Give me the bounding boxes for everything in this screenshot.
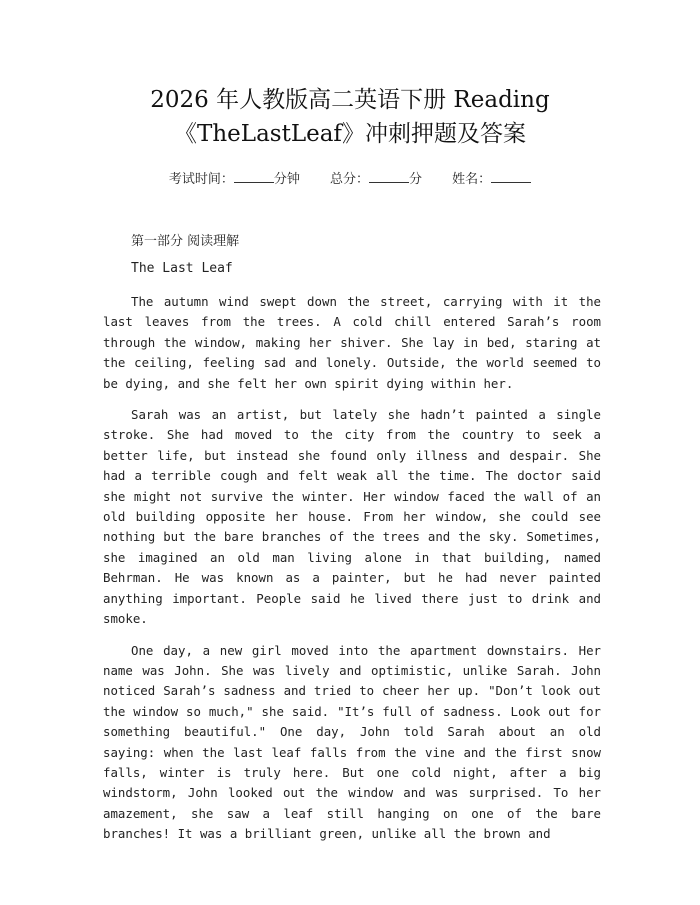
exam-time-label: 考试时间： [168,172,234,187]
story-title: The Last Leaf [131,261,233,276]
passage-paragraph-2: Sarah was an artist, but lately she hadn’t painted a single stroke. She had moved to the city from the country to seek a better life, but instead she found only illness and despair. She had a terrible cough and felt weak all the time. The doctor said she might not survive the winter. Her window faced the wall of an old building opposite her house. From her window, she could see nothing but the bare branches of the trees and the sky. Sometimes, she imagined an old man living alone in that building, named Behrman. He was known as a painter, but he had never painted anything important. People said he lived there just to drink and smoke. [103,407,601,627]
section-heading: 第一部分 阅读理解 [131,234,240,249]
passage-paragraph-1: The autumn wind swept down the street, carrying with it the last leaves from the trees. A cold chill entered Sarah’s room through the window, making her shiver. She lay in bed, staring at the ceiling, feeling sad and lonely. Outside, the world seemed to be dying, and she felt her own spirit dying within her. [103,294,601,391]
total-score-label: 总分： [329,172,369,187]
exam-time-field [169,168,300,187]
exam-time-blank [234,170,274,183]
student-name-label: 姓名： [452,172,492,187]
passage-body [103,292,601,856]
student-name-field [452,168,531,187]
document-title-line-2: 《TheLastLeaf》冲刺押题及答案 [174,121,526,147]
document-title-line-1: 2026 年人教版高二英语下册 Reading [150,87,550,113]
student-name-blank [491,170,531,183]
total-score-blank [369,170,409,183]
exam-info-bar [0,168,700,187]
passage-paragraph-3: One day, a new girl moved into the apartment downstairs. Her name was John. She was lively and optimistic, unlike Sarah. John noticed Sarah’s sadness and tried to cheer her up. "Don’t look out the window so much," she said. "It’s full of sadness. Look out for something beautiful." One day, John told Sarah about an old saying: when the last leaf falls from the vine and the first snow falls, winter is truly here. But one cold night, after a big windstorm, John looked out the window and was surprised. To her amazement, she saw a leaf still hanging on one of the bare branches! It was a brilliant green, unlike all the brown and [103,642,601,842]
total-score-unit: 分 [409,172,423,187]
exam-time-unit: 分钟 [273,172,300,187]
total-score-field [330,168,422,187]
